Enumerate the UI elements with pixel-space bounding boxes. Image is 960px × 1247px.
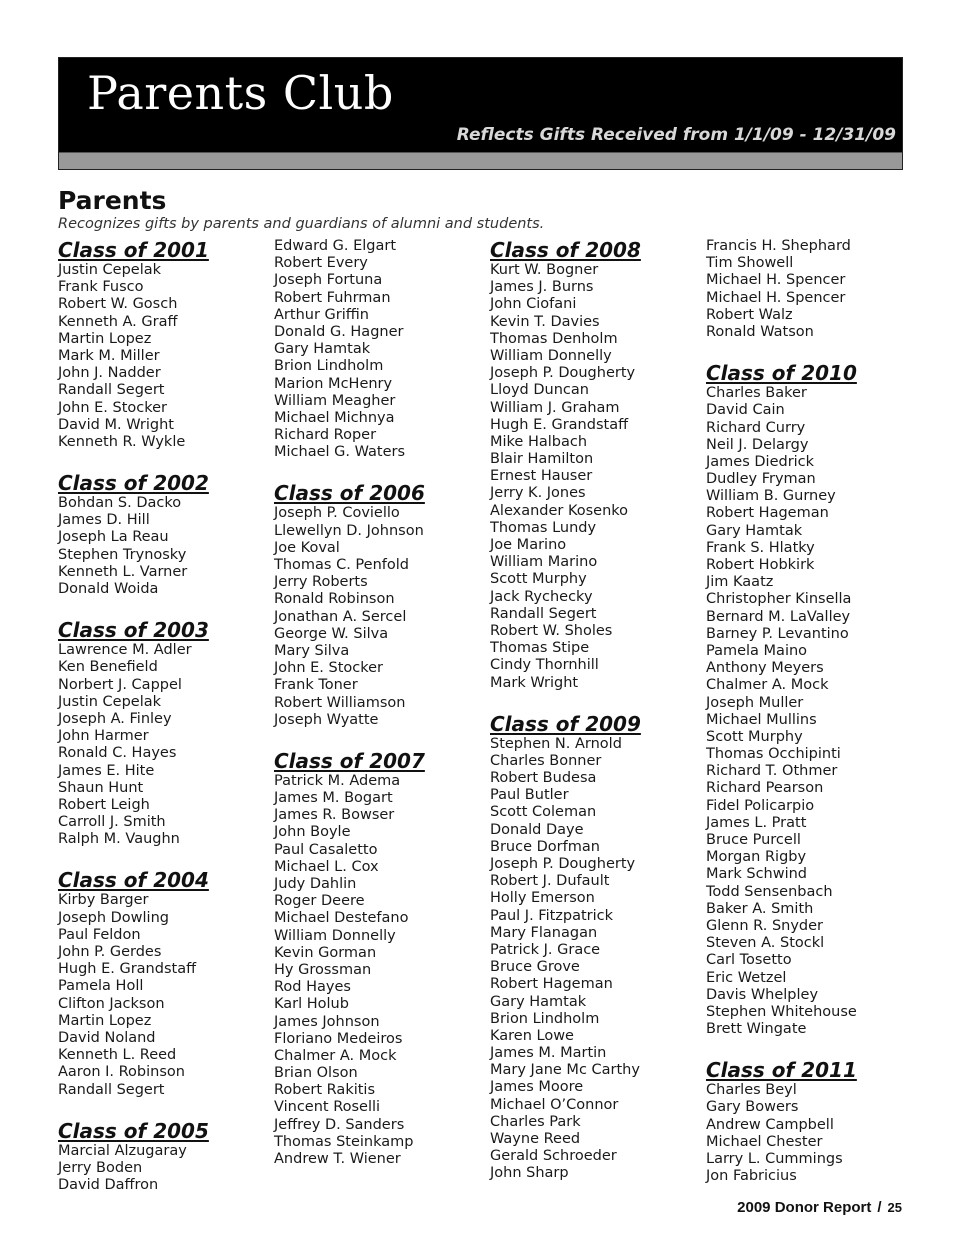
donor-name: William Donnelly xyxy=(274,927,396,944)
donor-name: Jon Fabricius xyxy=(706,1168,797,1185)
donor-name: Mary Silva xyxy=(274,642,350,659)
donor-name: Mark Schwind xyxy=(706,866,808,883)
donor-name: David Cain xyxy=(706,402,785,419)
donor-name-list xyxy=(490,736,641,1183)
donor-name: Paul J. Fitzpatrick xyxy=(490,907,614,924)
donor-name: John Boyle xyxy=(274,824,351,841)
donor-name: Richard Pearson xyxy=(706,780,824,797)
donor-name-list xyxy=(58,495,209,598)
banner-grey-band xyxy=(59,152,902,169)
donor-name: Anthony Meyers xyxy=(706,660,824,677)
donor-name: Donald Daye xyxy=(490,821,584,838)
donor-name: Joseph Dowling xyxy=(58,909,169,926)
donor-name-list xyxy=(58,892,209,1098)
donor-name: Norbert J. Cappel xyxy=(58,676,182,693)
donor-name: Paul Feldon xyxy=(58,926,141,943)
donor-name: Paul Butler xyxy=(490,787,569,804)
donor-name: Michael Destefano xyxy=(274,910,409,927)
donor-name: Michael Michnya xyxy=(274,409,395,426)
donor-column-4 xyxy=(706,238,857,1185)
donor-name: Thomas Occhipinti xyxy=(706,746,841,763)
donor-name: Ken Benefield xyxy=(58,659,158,676)
donor-name: Karen Lowe xyxy=(490,1027,574,1044)
donor-name-list xyxy=(706,238,857,341)
donor-name: William Meagher xyxy=(274,392,396,409)
donor-name: Fidel Policarpio xyxy=(706,797,815,814)
donor-name: John P. Gerdes xyxy=(58,944,162,960)
donor-name: Joseph A. Finley xyxy=(58,710,172,727)
donor-name: Joseph La Reau xyxy=(58,529,169,546)
donor-name: Jerry K. Jones xyxy=(490,485,586,502)
donor-name: Hugh E. Grandstaff xyxy=(490,416,629,433)
class-year-heading: Class of 2011 xyxy=(706,1058,857,1083)
group-spacer xyxy=(706,341,857,361)
donor-name: Aaron I. Robinson xyxy=(58,1064,185,1081)
donor-name-list xyxy=(58,642,209,848)
donor-name: Robert Rakitis xyxy=(274,1082,376,1099)
section-description: Recognizes gifts by parents and guardians of alumni and students. xyxy=(58,216,545,232)
donor-name: Kenneth L. Reed xyxy=(58,1047,177,1064)
donor-name: Michael O’Connor xyxy=(490,1096,619,1113)
donor-name: Hugh E. Grandstaff xyxy=(58,961,197,978)
donor-name: Llewellyn D. Johnson xyxy=(274,522,424,539)
donor-name: Charles Beyl xyxy=(706,1082,797,1099)
donor-name: Roger Deere xyxy=(274,893,365,910)
donor-name: Bruce Grove xyxy=(490,959,580,976)
donor-name: Karl Holub xyxy=(274,996,349,1013)
donor-name: Richard Roper xyxy=(274,427,377,444)
donor-name: Davis Whelpley xyxy=(706,986,819,1003)
donor-name: Michael G. Waters xyxy=(274,444,406,461)
donor-name: Michael H. Spencer xyxy=(706,272,846,289)
donor-name: Jerry Roberts xyxy=(274,574,368,591)
donor-name: Marcial Alzugaray xyxy=(58,1142,187,1159)
donor-name: Blair Hamilton xyxy=(490,451,594,468)
donor-name: Mark M. Miller xyxy=(58,347,160,364)
donor-name: Bruce Dorfman xyxy=(490,838,600,855)
donor-name: Carroll J. Smith xyxy=(58,814,166,831)
donor-name: Edward G. Elgart xyxy=(274,238,397,254)
donor-name: Kevin T. Davies xyxy=(490,313,600,330)
donor-name: Joseph P. Coviello xyxy=(274,505,400,522)
donor-name: James L. Pratt xyxy=(706,814,807,831)
donor-name: Martin Lopez xyxy=(58,1012,152,1029)
donor-name: Pamela Holl xyxy=(58,978,144,995)
donor-name: Kenneth A. Graff xyxy=(58,313,178,330)
donor-name: William Donnelly xyxy=(490,347,612,364)
donor-name: Joseph Wyatte xyxy=(274,711,379,728)
page-title: Parents Club xyxy=(87,66,394,120)
donor-name: Floriano Medeiros xyxy=(274,1030,403,1047)
donor-name: Justin Cepelak xyxy=(58,693,162,710)
donor-name: Gary Hamtak xyxy=(274,341,371,358)
donor-name: James Moore xyxy=(490,1079,584,1096)
donor-name: Francis H. Shephard xyxy=(706,238,851,254)
group-spacer xyxy=(58,848,209,868)
donor-name: Jerry Boden xyxy=(58,1159,143,1176)
donor-name: Robert W. Sholes xyxy=(490,622,613,639)
donor-name: Ralph M. Vaughn xyxy=(58,831,180,848)
donor-name: Kenneth R. Wykle xyxy=(58,433,186,450)
donor-name: Wayne Reed xyxy=(490,1131,581,1147)
donor-name: Eric Wetzel xyxy=(706,969,787,986)
donor-name: Robert Fuhrman xyxy=(274,289,391,306)
donor-name: Andrew Campbell xyxy=(706,1116,834,1133)
donor-name: James R. Bowser xyxy=(274,807,395,824)
donor-name: James Diedrick xyxy=(706,453,815,470)
donor-name: Michael Mullins xyxy=(706,711,817,728)
donor-name: Andrew T. Wiener xyxy=(274,1151,401,1167)
donor-name: Charles Park xyxy=(490,1113,581,1130)
group-spacer xyxy=(490,692,641,712)
donor-name: Mary Jane Mc Carthy xyxy=(490,1062,640,1079)
donor-name: Lawrence M. Adler xyxy=(58,642,192,659)
donor-name: Joe Marino xyxy=(490,537,567,553)
class-year-heading: Class of 2005 xyxy=(58,1118,209,1143)
donor-column-3 xyxy=(490,238,641,1183)
donor-name: Brett Wingate xyxy=(706,1021,807,1038)
donor-name: Joseph P. Dougherty xyxy=(490,365,636,382)
donor-name: Joseph Muller xyxy=(706,694,804,711)
donor-name: Mary Flanagan xyxy=(490,924,598,941)
donor-name-list xyxy=(58,262,209,451)
donor-name: Todd Sensenbach xyxy=(706,883,833,900)
donor-name-list xyxy=(490,262,641,692)
donor-name: David M. Wright xyxy=(58,416,174,433)
section-title: Parents xyxy=(58,186,167,215)
donor-name: Hy Grossman xyxy=(274,961,372,978)
donor-name: William J. Graham xyxy=(490,399,620,416)
donor-name: Gary Hamtak xyxy=(706,522,803,539)
class-year-heading: Class of 2006 xyxy=(274,481,425,506)
donor-name-list xyxy=(706,385,857,1038)
class-year-heading: Class of 2002 xyxy=(58,471,209,496)
donor-name: Michael H. Spencer xyxy=(706,289,846,306)
donor-name: Brion Lindholm xyxy=(490,1010,600,1027)
donor-name: Robert Hageman xyxy=(706,505,829,522)
donor-name-list xyxy=(706,1082,857,1185)
group-spacer xyxy=(58,598,209,618)
donor-name: Richard T. Othmer xyxy=(706,763,838,780)
donor-name: Dudley Fryman xyxy=(706,471,816,488)
donor-name: Alexander Kosenko xyxy=(490,502,629,519)
donor-name: Arthur Griffin xyxy=(274,306,369,323)
donor-name: John E. Stocker xyxy=(274,660,384,677)
donor-name: Chalmer A. Mock xyxy=(706,677,829,694)
donor-name: Lloyd Duncan xyxy=(490,382,589,399)
donor-name: Bohdan S. Dacko xyxy=(58,495,182,512)
donor-name: Gary Hamtak xyxy=(490,993,587,1010)
donor-name: Thomas Steinkamp xyxy=(274,1133,414,1150)
donor-name: Paul Casaletto xyxy=(274,841,378,858)
donor-name: John Ciofani xyxy=(490,296,577,313)
donor-name: Scott Murphy xyxy=(706,728,803,745)
donor-name: Jim Kaatz xyxy=(706,574,774,591)
donor-name: Ronald Robinson xyxy=(274,591,395,608)
donor-name: Stephen Whitehouse xyxy=(706,1003,857,1020)
donor-name: Stephen N. Arnold xyxy=(490,735,622,752)
group-spacer xyxy=(274,461,425,481)
donor-name: David Daffron xyxy=(58,1177,159,1194)
donor-name: Thomas Stipe xyxy=(490,640,590,657)
donor-name: Jack Rychecky xyxy=(490,588,593,605)
donor-name-list xyxy=(274,238,425,461)
donor-name: Chalmer A. Mock xyxy=(274,1047,397,1064)
donor-name: Patrick M. Adema xyxy=(274,772,401,789)
donor-name: Neil J. Delargy xyxy=(706,436,809,453)
donor-name: Joseph Fortuna xyxy=(274,272,383,289)
donor-name: George W. Silva xyxy=(274,625,389,642)
donor-name: Bernard M. LaValley xyxy=(706,608,851,625)
donor-name: John E. Stocker xyxy=(58,399,168,416)
class-year-heading: Class of 2007 xyxy=(274,748,425,773)
donor-name: Richard Curry xyxy=(706,419,806,436)
donor-name: William Marino xyxy=(490,554,598,571)
donor-name: John Sharp xyxy=(490,1165,569,1182)
donor-name: Scott Murphy xyxy=(490,571,587,588)
donor-name: Thomas Lundy xyxy=(490,519,597,536)
donor-name: Joseph P. Dougherty xyxy=(490,856,636,872)
donor-name: Donald G. Hagner xyxy=(274,323,404,340)
donor-name: Baker A. Smith xyxy=(706,900,814,917)
class-year-heading: Class of 2004 xyxy=(58,868,209,893)
donor-name: John Harmer xyxy=(58,728,149,745)
donor-name: Robert Williamson xyxy=(274,694,406,711)
donor-name: Justin Cepelak xyxy=(58,262,162,278)
donor-name-list xyxy=(274,505,425,728)
donor-name: Michael Chester xyxy=(706,1133,823,1150)
page-number: 25 xyxy=(887,1200,902,1215)
class-year-heading: Class of 2003 xyxy=(58,618,209,643)
footer-separator: / xyxy=(877,1199,882,1216)
donor-name: Gary Bowers xyxy=(706,1099,799,1116)
donor-name: Mark Wright xyxy=(490,674,579,691)
donor-name: James J. Burns xyxy=(490,279,594,296)
donor-name: Vincent Roselli xyxy=(274,1099,381,1116)
donor-name: Bruce Purcell xyxy=(706,832,801,848)
donor-name: David Noland xyxy=(58,1029,156,1046)
donor-name: Kurt W. Bogner xyxy=(490,262,599,278)
donor-name: Robert Budesa xyxy=(490,770,597,787)
donor-name: Jonathan A. Sercel xyxy=(274,608,407,625)
donor-name: Clifton Jackson xyxy=(58,995,165,1012)
donor-name: Robert Leigh xyxy=(58,796,150,813)
donor-name: Morgan Rigby xyxy=(706,849,807,866)
class-year-heading: Class of 2009 xyxy=(490,711,641,736)
donor-name: Joe Koval xyxy=(274,539,340,556)
donor-name: Kevin Gorman xyxy=(274,944,377,961)
class-year-heading: Class of 2008 xyxy=(490,238,641,262)
donor-name: James Johnson xyxy=(274,1013,380,1030)
donor-name: Frank Toner xyxy=(274,677,358,694)
donor-name: Ronald Watson xyxy=(706,323,814,340)
donor-name: James M. Bogart xyxy=(274,790,393,807)
report-name: 2009 Donor Report xyxy=(737,1199,872,1216)
donor-name: Robert J. Dufault xyxy=(490,873,610,890)
donor-name: Marion McHenry xyxy=(274,375,393,392)
donor-name: James M. Martin xyxy=(490,1045,607,1062)
donor-column-2 xyxy=(274,238,425,1168)
donor-name: Stephen Trynosky xyxy=(58,546,187,563)
donor-name: William B. Gurney xyxy=(706,488,836,505)
donor-name: Michael L. Cox xyxy=(274,858,379,875)
donor-name: Mike Halbach xyxy=(490,433,588,450)
group-spacer xyxy=(58,451,209,471)
donor-name: Randall Segert xyxy=(58,1081,165,1098)
donor-name: Robert Every xyxy=(274,255,368,272)
donor-name: Cindy Thornhill xyxy=(490,657,599,674)
donor-name: Barney P. Levantino xyxy=(706,625,849,642)
class-year-heading: Class of 2010 xyxy=(706,361,857,386)
donor-name: Larry L. Cummings xyxy=(706,1151,843,1167)
donor-name: Martin Lopez xyxy=(58,330,152,347)
donor-name: Ronald C. Hayes xyxy=(58,745,177,762)
header-banner xyxy=(58,57,903,170)
group-spacer xyxy=(706,1038,857,1058)
donor-name: Judy Dahlin xyxy=(274,876,357,892)
donor-name: Scott Coleman xyxy=(490,804,597,821)
donor-name: Randall Segert xyxy=(490,605,597,622)
donor-name: Brion Lindholm xyxy=(274,358,384,375)
donor-name: Robert Hageman xyxy=(490,976,613,993)
donor-name: Charles Baker xyxy=(706,385,807,402)
group-spacer xyxy=(274,729,425,749)
donor-name: Gerald Schroeder xyxy=(490,1148,617,1165)
donor-name: Glenn R. Snyder xyxy=(706,917,824,934)
donor-name-list xyxy=(274,773,425,1168)
donor-name: Donald Woida xyxy=(58,581,159,597)
donor-name: Patrick J. Grace xyxy=(490,941,601,958)
donor-name: Brian Olson xyxy=(274,1065,358,1082)
donor-name: Randall Segert xyxy=(58,382,165,399)
donor-name: Frank Fusco xyxy=(58,279,144,296)
donor-name: Thomas C. Penfold xyxy=(274,557,409,573)
donor-name: Pamela Maino xyxy=(706,642,808,659)
donor-name: Carl Tosetto xyxy=(706,952,792,969)
donor-name: Robert Hobkirk xyxy=(706,557,815,573)
gift-period-subtitle: Reflects Gifts Received from 1/1/09 - 12/31/09 xyxy=(456,125,896,145)
donor-name: Steven A. Stockl xyxy=(706,935,825,952)
donor-name: Kenneth L. Varner xyxy=(58,563,188,580)
donor-name: Robert Walz xyxy=(706,306,793,323)
donor-name: Robert W. Gosch xyxy=(58,296,178,313)
donor-name: James D. Hill xyxy=(58,512,150,529)
donor-name: Kirby Barger xyxy=(58,892,149,909)
donor-name-list xyxy=(58,1143,209,1195)
donor-name: Thomas Denholm xyxy=(490,330,618,347)
donor-name: Frank S. Hlatky xyxy=(706,539,815,556)
page-footer xyxy=(737,1199,902,1216)
class-year-heading: Class of 2001 xyxy=(58,238,209,262)
donor-name: John J. Nadder xyxy=(58,365,161,382)
donor-column-1 xyxy=(58,238,209,1194)
donor-name: Ernest Hauser xyxy=(490,468,593,485)
donor-name: Rod Hayes xyxy=(274,979,351,996)
donor-name: Shaun Hunt xyxy=(58,779,144,796)
group-spacer xyxy=(58,1099,209,1119)
donor-name: Jeffrey D. Sanders xyxy=(274,1116,405,1133)
donor-name: Tim Showell xyxy=(706,255,794,272)
donor-name: Holly Emerson xyxy=(490,890,595,907)
donor-name: Charles Bonner xyxy=(490,752,602,769)
donor-name: Christopher Kinsella xyxy=(706,591,852,608)
donor-name: James E. Hite xyxy=(58,762,155,779)
